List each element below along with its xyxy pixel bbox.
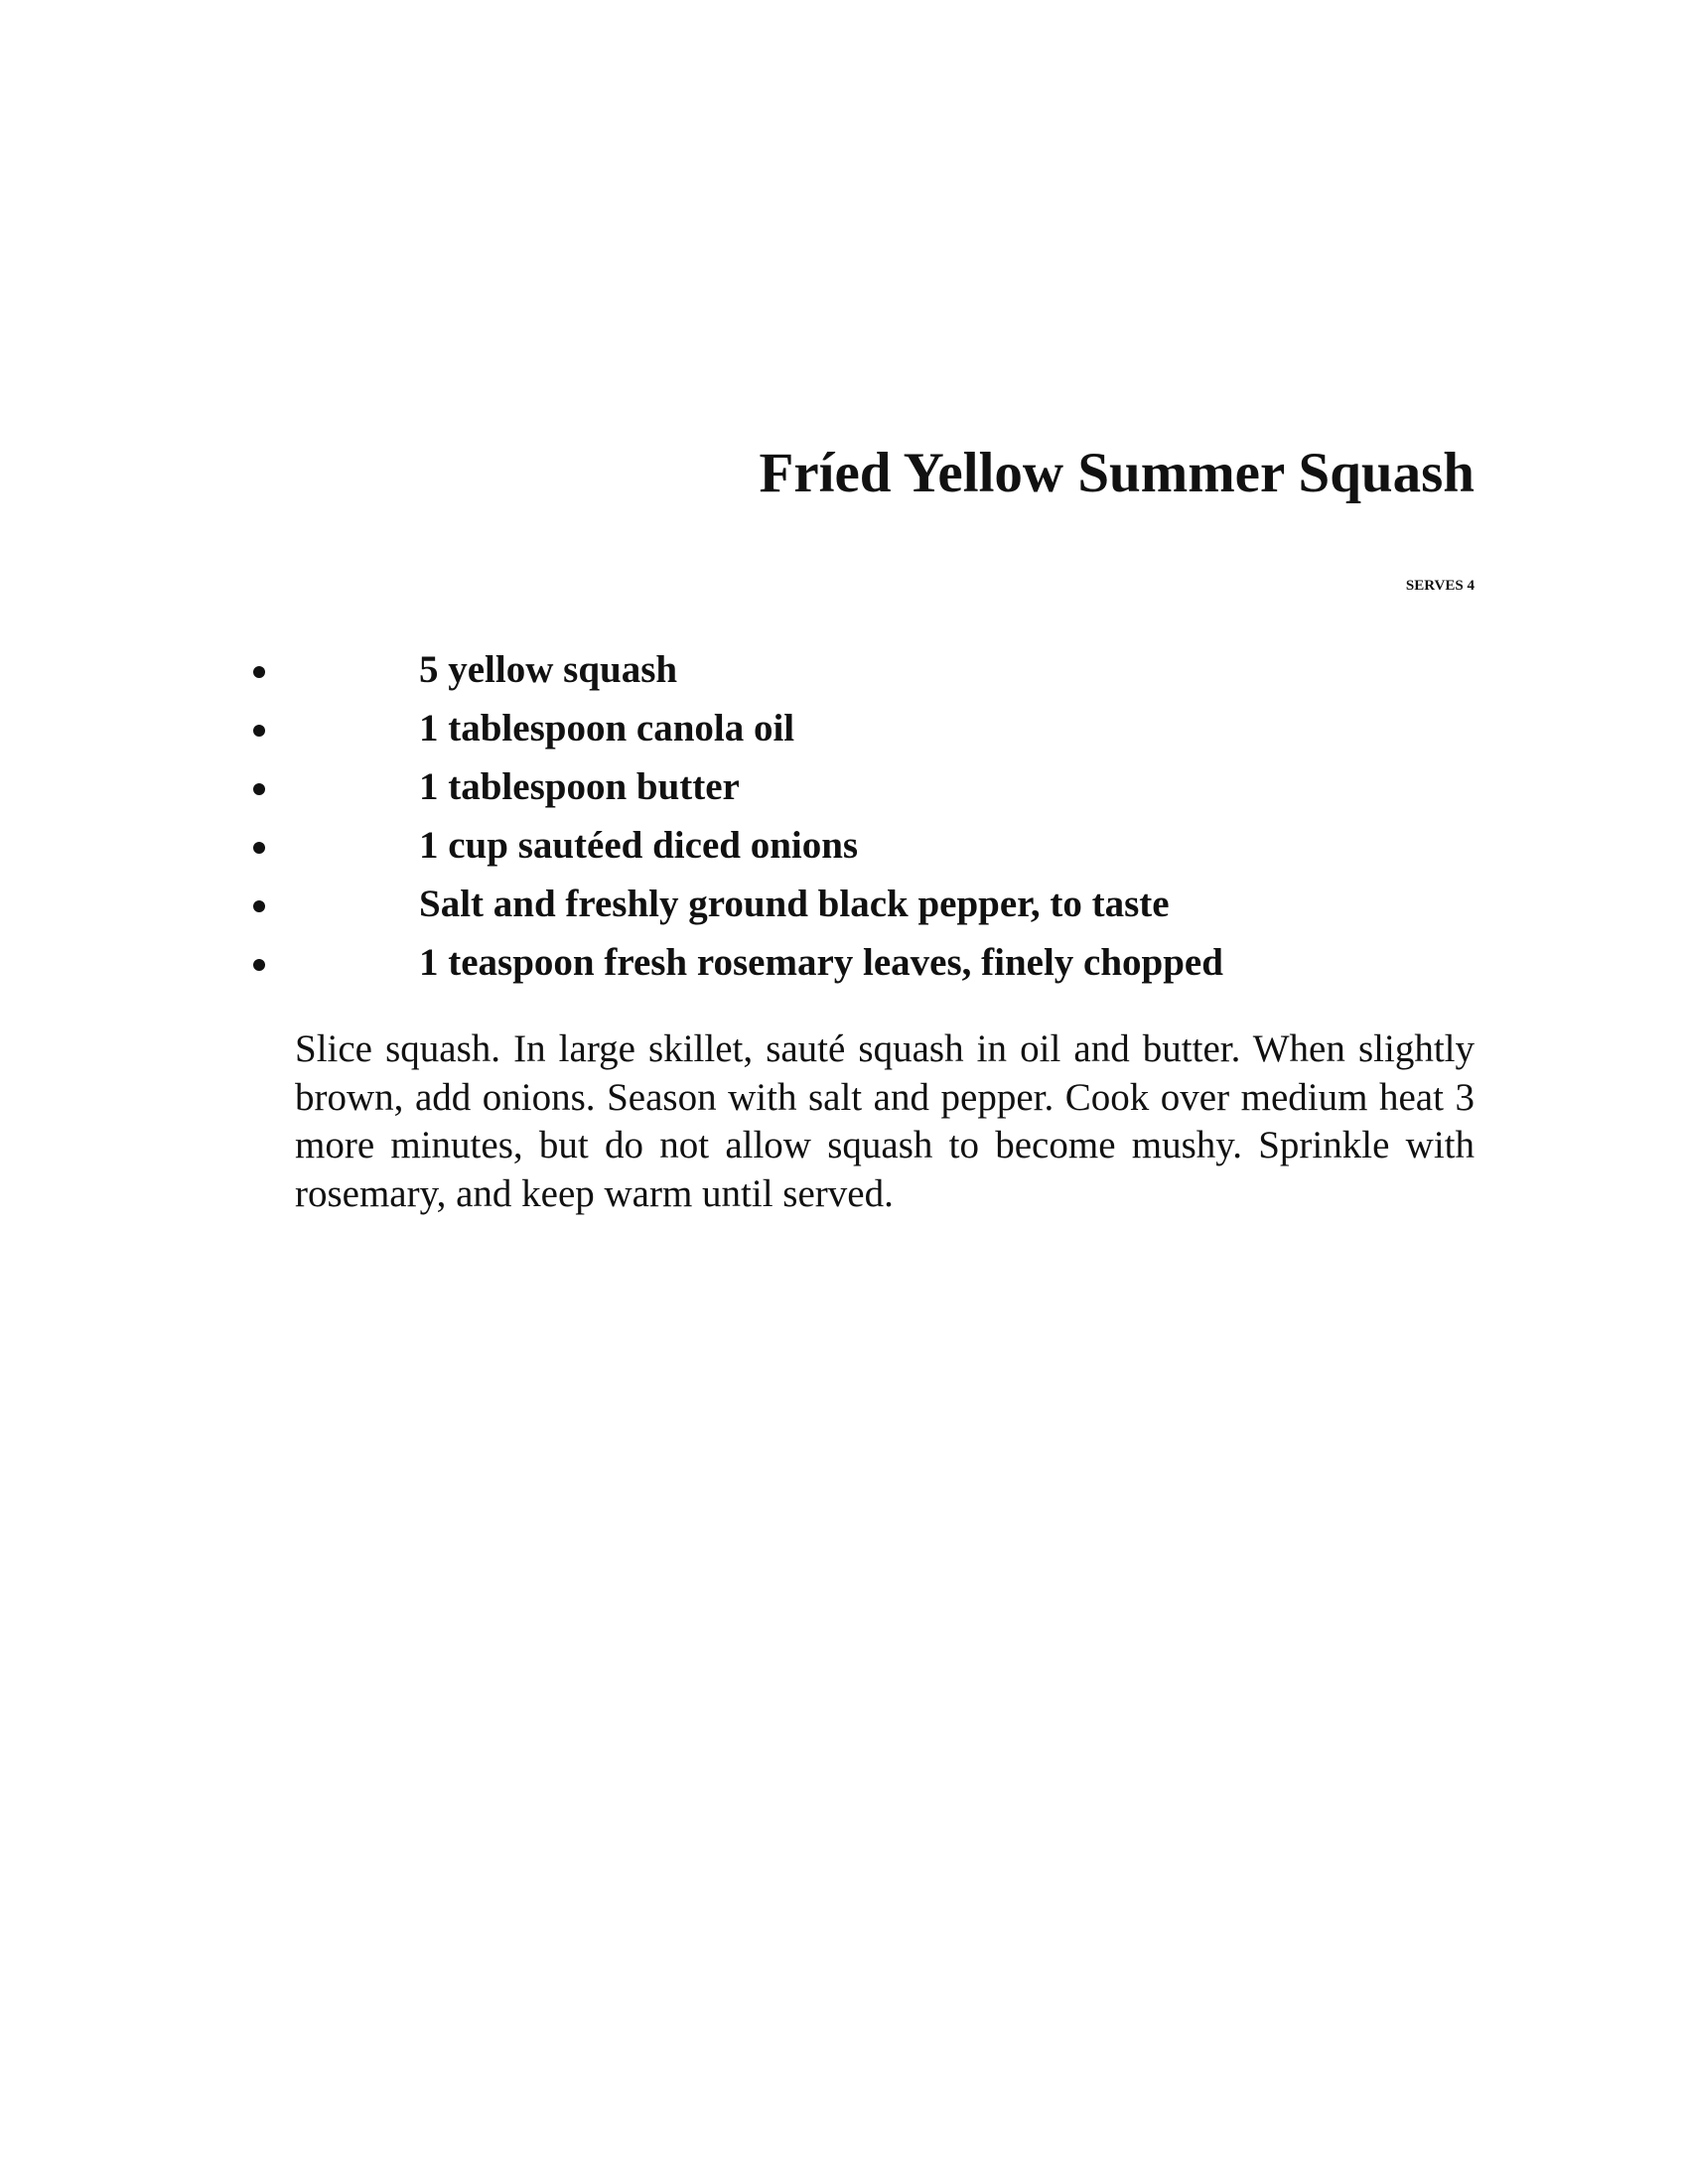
ingredient-item	[0, 760, 1688, 819]
ingredient-text: 1 tablespoon canola oil	[419, 707, 795, 750]
bullet-icon	[253, 783, 265, 795]
ingredient-text: 1 tablespoon butter	[419, 765, 740, 808]
bullet-icon	[253, 725, 265, 737]
bullet-icon	[253, 900, 265, 912]
ingredient-item	[0, 643, 1688, 702]
ingredient-text: 1 cup sautéed diced onions	[419, 824, 859, 867]
recipe-title: Fríed Yellow Summer Squash	[759, 442, 1475, 504]
ingredient-item	[0, 936, 1688, 995]
serves-label: SERVES 4	[1405, 578, 1475, 594]
ingredient-text: 5 yellow squash	[419, 648, 678, 691]
bullet-icon	[253, 666, 265, 678]
ingredient-text: Salt and freshly ground black pepper, to taste	[419, 883, 1170, 925]
bullet-icon	[253, 842, 265, 854]
ingredient-item	[0, 878, 1688, 936]
ingredient-text: 1 teaspoon fresh rosemary leaves, finely chopped	[419, 941, 1223, 984]
ingredient-list	[0, 643, 1688, 995]
ingredient-item	[0, 702, 1688, 760]
bullet-icon	[253, 959, 265, 971]
instructions-paragraph: Slice squash. In large skillet, sauté squash in oil and butter. When slightly brown, add onions. Season with salt and pepper. Cook over medium heat 3 more minutes, but do not allow squash to become mushy. Sprinkle with rosemary, and keep warm until served.	[295, 1027, 1475, 1215]
ingredient-item	[0, 819, 1688, 878]
